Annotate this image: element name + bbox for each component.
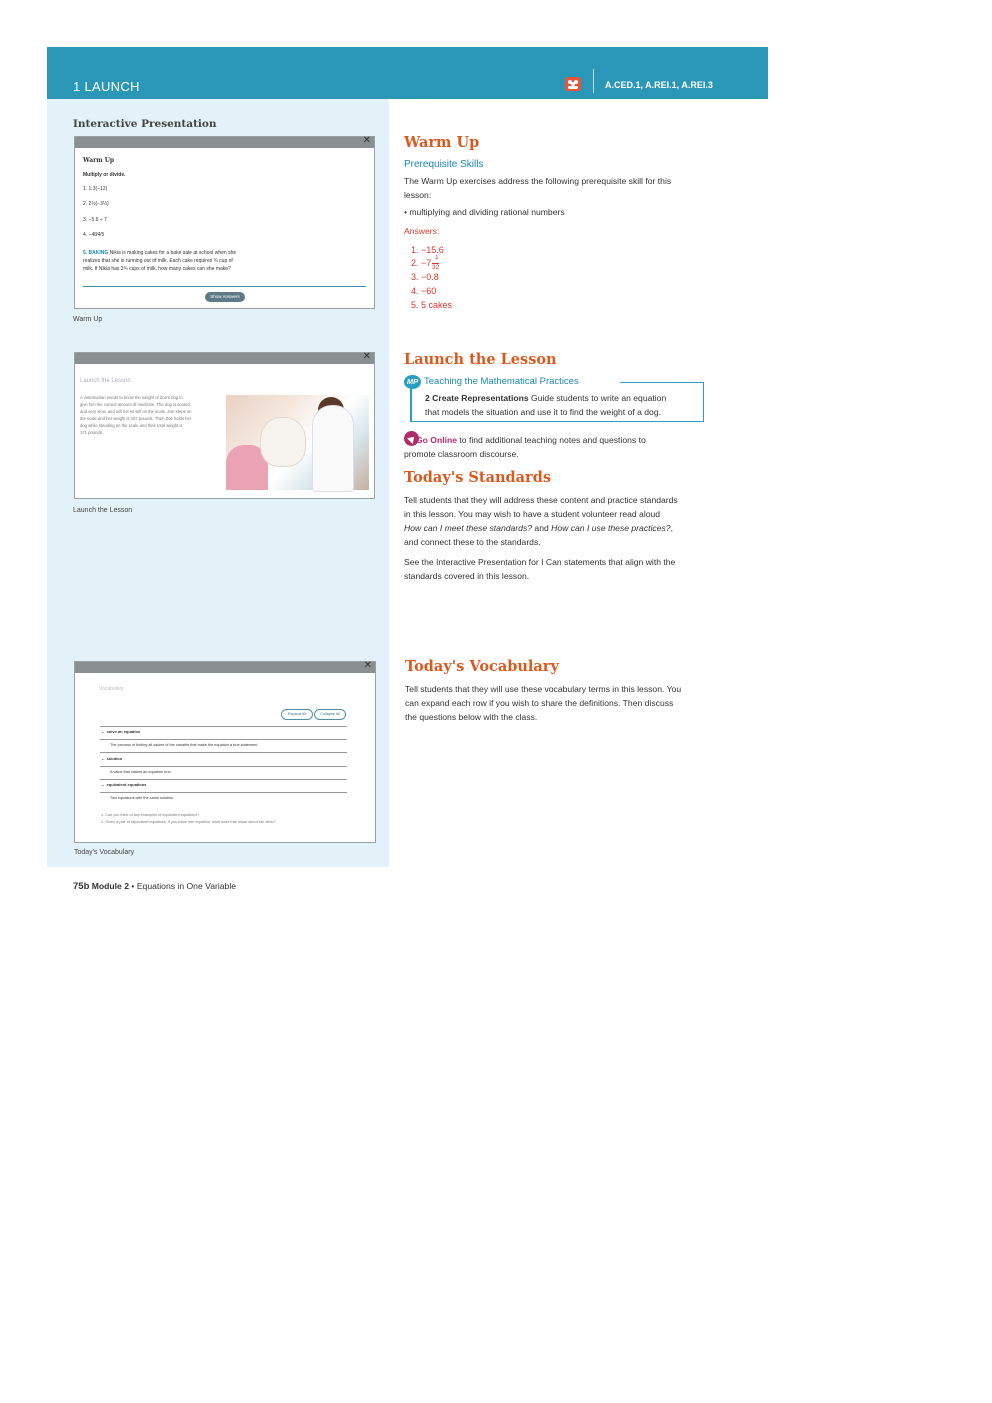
vocab-definition: Two equations with the same solution. <box>110 796 175 800</box>
launch-screen-title: Launch the Lesson <box>80 378 131 384</box>
problem-text: milk. If Nikia has 3¾ cups of milk, how many cakes can she make? <box>83 266 231 272</box>
mp-callout-topline <box>620 382 704 383</box>
vocabulary-screen[interactable] <box>74 661 376 843</box>
expand-all-button[interactable]: Expand All <box>281 709 313 720</box>
divider <box>100 752 347 753</box>
answer-item: 5. 5 cakes <box>411 300 453 310</box>
launch-text-line: give him the correct amount of medicine. The dog is scared, <box>80 402 191 407</box>
module-title: Equations in One Variable <box>136 881 237 891</box>
interactive-presentation-label: Interactive Presentation <box>73 118 217 130</box>
page-footer: 75b Module 2 • Equations in One Variable <box>73 881 237 892</box>
close-icon[interactable]: ✕ <box>362 135 371 146</box>
vocab-term[interactable]: ⌄ equivalent equations <box>101 782 147 787</box>
screen-titlebar <box>75 353 374 364</box>
vocab-caption: Today's Vocabulary <box>74 849 135 856</box>
answer-item: 1. −15.6 <box>411 245 444 255</box>
header-divider <box>593 69 594 93</box>
warmup-caption: Warm Up <box>73 316 103 323</box>
answer-item: 3. −0.8 <box>411 272 439 282</box>
prerequisite-bullet: • multiplying and dividing rational numbers <box>404 207 565 217</box>
problem-label: 5. BAKING <box>83 250 109 256</box>
launch-text-line: A veterinarian needs to know the weight of Zoe's dog to <box>80 395 183 400</box>
launch-text-line: the scale and her weight is 157 pounds. Then Zoe holds her <box>80 416 192 421</box>
divider <box>100 726 347 727</box>
launch-caption: Launch the Lesson <box>73 507 133 514</box>
warmup-screen-title: Warm Up <box>83 157 115 164</box>
warmup-item: 3. −5.6 ÷ 7 <box>83 217 107 223</box>
answers-label: Answers: <box>404 226 440 236</box>
answer-item: 2. −7 <box>411 258 432 268</box>
launch-text-line: dog while standing on the scale and their total weight is <box>80 423 183 428</box>
standards-paragraph-2: See the Interactive Presentation for I Can statements that align with the standards covered in this lesson. <box>404 557 676 581</box>
launch-screen[interactable] <box>74 352 375 499</box>
vocab-term[interactable]: ⌄ solution <box>101 756 123 761</box>
standards-paragraph: Tell students that they will address these content and practice standards in this lesson. You may wish to have a student volunteer read aloud How can I meet these standards? and How can I use these practices?, and connect these to the standards. <box>404 495 678 547</box>
mp-badge-icon: MP <box>404 375 421 389</box>
fraction-denominator: 32 <box>432 264 440 271</box>
vocab-definition: The process of finding all values of the variable that make the equation a true statement. <box>110 743 259 747</box>
show-answers-button[interactable]: Show Answers <box>205 292 245 302</box>
go-online-link[interactable]: Go Online <box>415 435 458 445</box>
close-icon[interactable]: ✕ <box>362 351 371 362</box>
warmup-item: 4. −48⁄4⁄5 <box>83 232 105 238</box>
divider <box>100 739 347 740</box>
launch-heading: Launch the Lesson <box>404 351 557 368</box>
mp-text: 2 Create Representations Guide students to write an equation that models the situation and use it to find the weight of a dog. <box>425 393 667 417</box>
vocab-question: 2. Given a pair of equivalent equations, if you solve one equation, what does that mean about the other? <box>101 820 276 824</box>
screen-titlebar <box>75 662 375 673</box>
warmup-screen[interactable] <box>74 136 375 309</box>
mp-title: Teaching the Mathematical Practices <box>424 376 579 387</box>
vet-dog-photo <box>226 395 369 490</box>
photo-vet <box>312 405 354 492</box>
vocab-definition: A value that makes an equation true. <box>110 770 172 774</box>
problem-text: Nikia is making cakes for a bake sale at school when she <box>109 250 237 256</box>
standards-codes: A.CED.1, A.REI.1, A.REI.3 <box>605 80 713 90</box>
divider <box>100 792 347 793</box>
prerequisite-skills-subheading: Prerequisite Skills <box>404 159 484 170</box>
close-icon[interactable]: ✕ <box>363 660 372 671</box>
warmup-paragraph: The Warm Up exercises address the following prerequisite skill for this lesson: <box>404 176 672 200</box>
vocabulary-heading: Today's Vocabulary <box>405 658 559 675</box>
vocab-screen-title: Vocabulary <box>99 686 124 692</box>
standards-heading: Today's Standards <box>404 469 551 486</box>
go-online-text: Go Online to find additional teaching notes and questions to promote classroom discourse. <box>404 435 646 459</box>
vocab-question: 1. Can you think of any examples of equivalent equations? <box>101 813 200 817</box>
page-number: 75b <box>73 881 90 892</box>
warmup-instruction: Multiply or divide. <box>83 172 126 178</box>
divider <box>100 779 347 780</box>
photo-dog <box>260 417 306 467</box>
answer-item: 4. −60 <box>411 286 437 296</box>
vocab-term[interactable]: ⌄ solve an equation <box>101 729 141 734</box>
fraction-numerator: 1 <box>435 254 439 261</box>
section-title: 1 LAUNCH <box>73 79 140 94</box>
vocabulary-paragraph: Tell students that they will use these vocabulary terms in this lesson. You can expand each row if you wish to share the definitions. Then discuss the questions below with the class. <box>405 684 682 722</box>
divider <box>83 286 366 287</box>
problem-text: realizes that she is running out of milk. Each cake requires ¾ cup of <box>83 258 233 264</box>
collapse-all-button[interactable]: Collapse All <box>314 709 346 720</box>
warmup-item: 2. 2½(−3⅓) <box>83 201 109 207</box>
lesson-header-bar <box>47 47 768 99</box>
launch-text-line: and very slow, and will not sit still on the scale. Zoe steps on <box>80 409 192 414</box>
warmup-heading: Warm Up <box>404 134 480 151</box>
module-label: Module 2 <box>91 881 130 891</box>
warmup-item: 1. 1.3(−12) <box>83 186 108 192</box>
divider <box>100 766 347 767</box>
launch-text-line: 171 pounds. <box>80 430 104 435</box>
screen-titlebar <box>75 137 374 148</box>
group-people-icon <box>565 77 581 91</box>
